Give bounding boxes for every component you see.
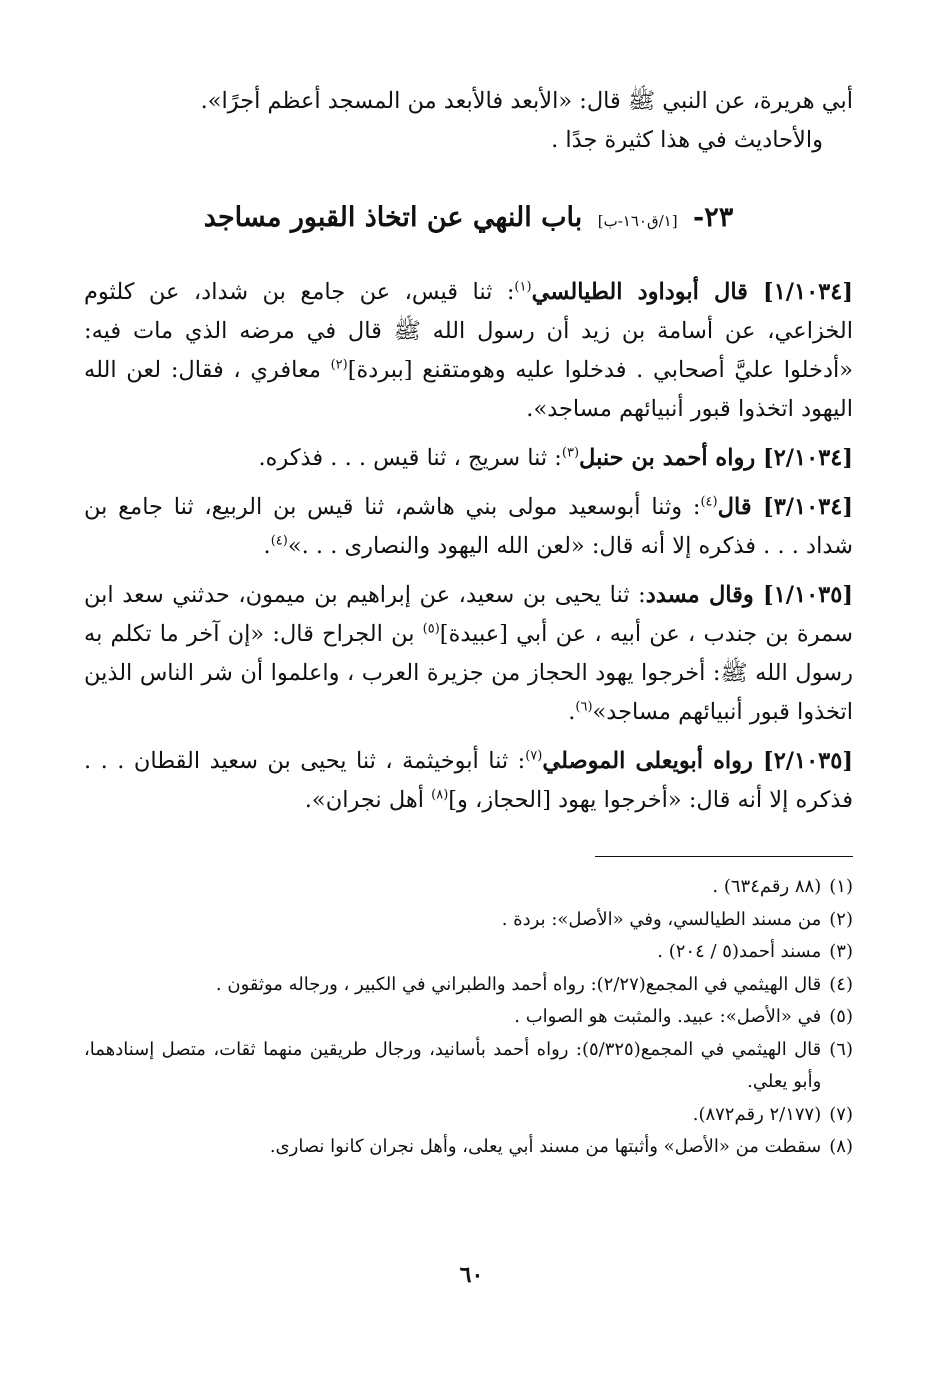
footnote-text: في «الأصل»: عبيد. والمثبت هو الصواب . bbox=[514, 1006, 822, 1027]
footnote-ref: (٢) bbox=[330, 357, 348, 373]
footnote bbox=[84, 1131, 853, 1164]
footnote-number: (٧) bbox=[829, 1103, 853, 1125]
footnote-ref: (٥) bbox=[422, 621, 440, 637]
entry-text: : وثنا أبوسعيد مولى بني هاشم، ثنا قيس بن الربيع، ثنا جامع بن شداد . . . فذكره إلا أنه قال: «لعن الله اليهود والنصارى . . .» bbox=[84, 494, 853, 559]
footnote-text: قال الهيثمي في المجمع(٢/٢٧): رواه أحمد والطبراني في الكبير ، ورجاله موثقون . bbox=[215, 973, 822, 995]
entry-label: [٣/١٠٣٤] قال bbox=[717, 494, 853, 520]
entry-text: : ثنا أبوخيثمة ، ثنا يحيى بن سعيد القطان . . . فذكره إلا أنه قال: «أخرجوا يهود [الحجاز، و] bbox=[84, 748, 853, 813]
footnote-text: قال الهيثمي في المجمع(٥/٣٢٥): رواه أحمد بأسانيد، ورجال طريقين منهما ثقات، متصل إسنادهما، وأبو يعلي. bbox=[84, 1038, 822, 1092]
chapter-heading bbox=[84, 198, 853, 241]
footnote-number: (٣) bbox=[829, 941, 853, 962]
footnote bbox=[84, 936, 853, 969]
footnote-number: (١) bbox=[829, 876, 853, 897]
footnote-number: (٢) bbox=[829, 908, 853, 930]
entry-text: . bbox=[568, 699, 576, 725]
entry-label: [٢/١٠٣٥] رواه أبويعلى الموصلي bbox=[542, 748, 853, 774]
entry-text: أهل نجران». bbox=[304, 787, 432, 813]
footnote-ref: (٨) bbox=[431, 787, 449, 803]
footnote-ref: (٣) bbox=[561, 445, 580, 461]
hadith-entry bbox=[84, 576, 853, 732]
footnote-number: (٦) bbox=[829, 1038, 853, 1060]
footnote-text: سقطت من «الأصل» وأثبتها من مسند أبي يعلى، وأهل نجران كانوا نصارى. bbox=[269, 1136, 822, 1157]
footnote-number: (٤) bbox=[829, 973, 853, 995]
entry-text: : ثنا قيس، عن جامع بن شداد، عن كلثوم الخزاعي، عن أسامة بن زيد أن رسول الله ﷺ قال في مرضه الذي مات فيه: «أدخلوا عليَّ أصحابي . فدخلوا عليه وهومتقنع [ببردة] bbox=[84, 279, 853, 383]
entry-text: : ثنا يحيى بن سعيد، عن إبراهيم بن ميمون، حدثني سعد ابن سمرة بن جندب ، عن أبيه ، عن أبي [عبيدة] bbox=[84, 582, 853, 647]
hadith-entry bbox=[84, 742, 853, 820]
footnote bbox=[84, 969, 853, 1002]
page-number: ٦٠ bbox=[459, 1262, 484, 1288]
footnote-ref: (٧) bbox=[525, 748, 543, 764]
footnotes bbox=[84, 871, 853, 1164]
intro-line-1: أبي هريرة، عن النبي ﷺ قال: «الأبعد فالأبعد من المسجد أعظم أجرًا». bbox=[200, 88, 853, 114]
intro-line-2: والأحاديث في هذا كثيرة جدًا . bbox=[551, 127, 823, 153]
footnote-text: مسند أحمد(٥ / ٢٠٤) . bbox=[657, 941, 822, 962]
entry-text: معافري ، فقال: لعن الله اليهود اتخذوا قبور أنبيائهم مساجد». bbox=[84, 357, 853, 422]
footnote-text: (٨٨ رقم٦٣٤) . bbox=[712, 876, 822, 897]
manuscript-ref: [١/ق١٦٠-ب] bbox=[597, 212, 678, 230]
footnote-text: من مسند الطيالسي، وفي «الأصل»: بردة . bbox=[501, 908, 822, 930]
chapter-number: ٢٣- bbox=[692, 202, 734, 233]
footnote bbox=[84, 1034, 853, 1099]
footnote bbox=[84, 871, 853, 904]
entry-text: بن الجراح قال: «إن آخر ما تكلم به رسول الله ﷺ: أخرجوا يهود الحجاز من جزيرة العرب ، واعلموا أن شر الناس الذين اتخذوا قبور أنبيائهم مساجد» bbox=[84, 621, 853, 725]
entry-label: [٢/١٠٣٤] رواه أحمد بن حنبل bbox=[579, 445, 853, 471]
chapter-title: باب النهي عن اتخاذ القبور مساجد bbox=[203, 202, 583, 233]
footnote-ref: (٤) bbox=[700, 494, 718, 510]
footnote-number: (٨) bbox=[829, 1136, 853, 1157]
footnote bbox=[84, 904, 853, 937]
footnote-ref: (٤) bbox=[270, 533, 288, 549]
entry-text: . bbox=[263, 533, 271, 559]
footnote-number: (٥) bbox=[829, 1006, 853, 1027]
footnote bbox=[84, 1001, 853, 1034]
entry-text: : ثنا سريج ، ثنا قيس . . . فذكره. bbox=[258, 445, 562, 471]
footnote-separator bbox=[595, 856, 853, 857]
footnote-text: (٢/١٧٧ رقم٨٧٢). bbox=[692, 1103, 822, 1125]
footnote-ref: (١) bbox=[514, 279, 532, 295]
entry-label: [١/١٠٣٤] قال أبوداود الطيالسي bbox=[531, 279, 853, 305]
entry-label: [١/١٠٣٥] وقال مسدد bbox=[645, 582, 853, 608]
hadith-entry bbox=[84, 488, 853, 566]
hadith-entry bbox=[84, 439, 853, 478]
hadith-entry bbox=[84, 273, 853, 429]
footnote bbox=[84, 1099, 853, 1132]
footnote-ref: (٦) bbox=[575, 699, 593, 715]
